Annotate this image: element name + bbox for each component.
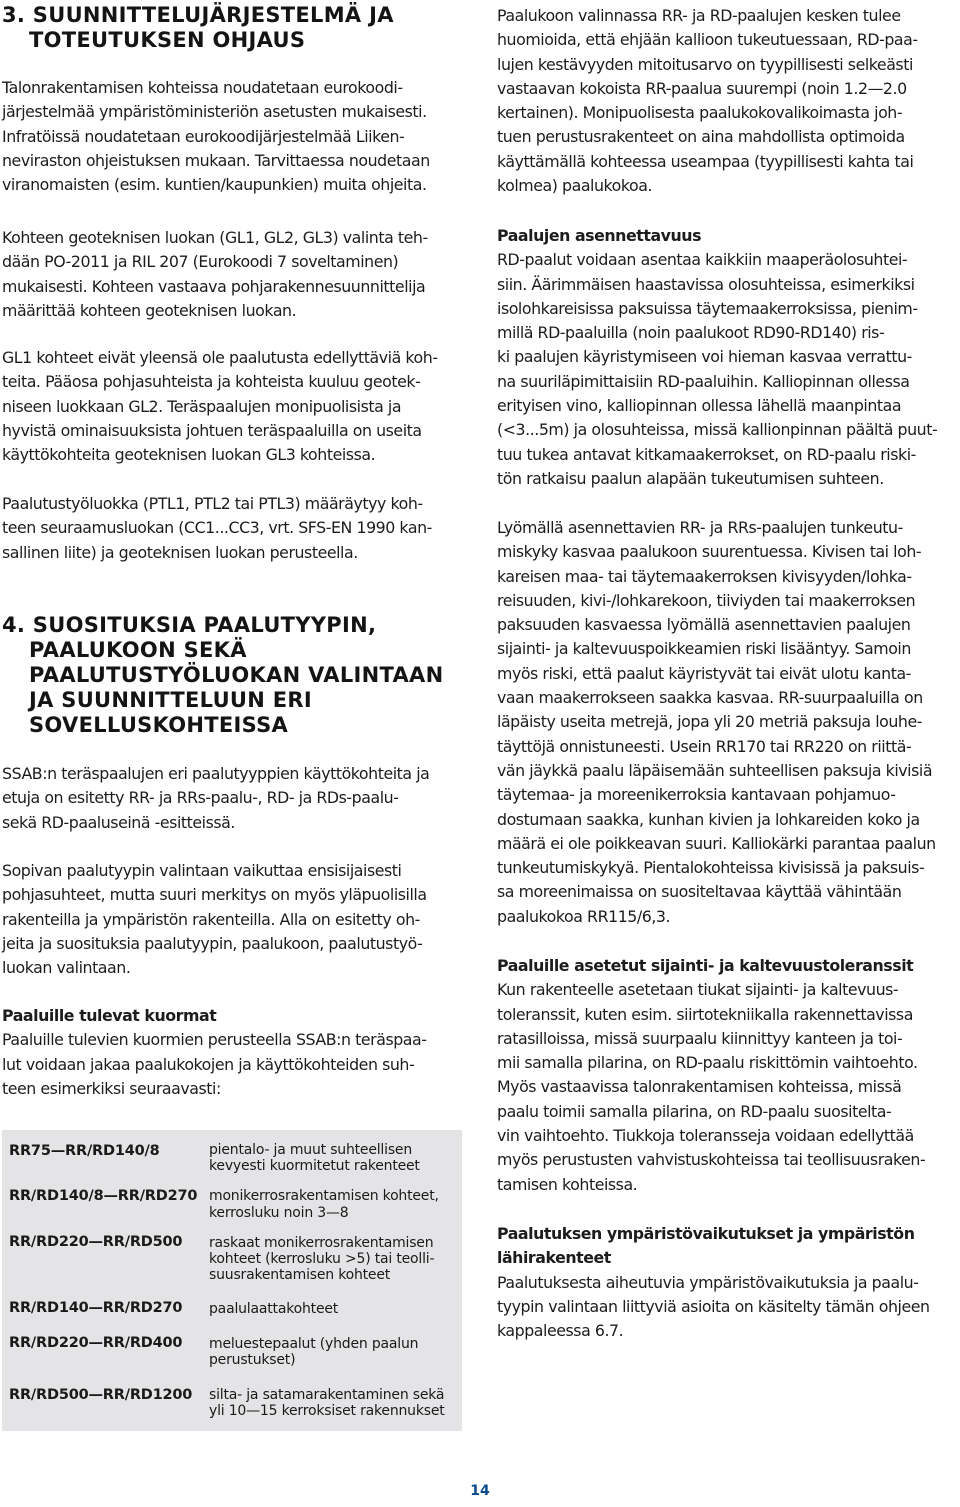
- table-row: [2, 1318, 462, 1368]
- paragraph: Lyömällä asennettavien RR- ja RRs-paalujen tunkeutu- miskyky kasvaa paalukoon suurentuessa. Kivisen tai loh- kareisen maa- tai täytemaakerroksen kivisyyden/lohka- reisuuden, kivi-/lohkarekoon, tiiviyden tai maakerroksen paksuuden kasvaessa lyömällä asennettavien paalujen sijainti- ja kaltevuuspoikkeamien riski lisääntyy. Samoin myös riski, että paalut käyristyvät tai eivät ulotu kanta- vaan maakerrokseen saakka kasvaa. RR-suurpaaluilla on läpäisty useita metrejä, jopa yli 20 metriä paksuja louhe- täyttöjä onnistuneesti. Usein RR170 tai RR220 on riittä- vän jäykkä paalu läpäisemään suhteellisen paksuja kivisiä täytemaa- ja moreenikerroksia kantavaan pohjamuo- dostumaan saakka, kunhan kivien ja lohkareiden koko ja määrä ei ole poikkeavan suuri. Kalliokärki parantaa paalun tunkeutumiskykyä. Pientalokohteissa kivisissä ja paksuis- sa moreenimaissa on suositeltavaa käyttää vähintään paalukokoa RR115/6,3.: [497, 518, 936, 926]
- application: raskaat monikerrosrakentamisen kohteet (kerrosluku >5) tai teolli- suusrakentamisen kohteet: [209, 1234, 435, 1284]
- table-row: [2, 1368, 462, 1431]
- application: silta- ja satamarakentaminen sekä yli 10—15 kerroksiset rakennukset: [209, 1387, 445, 1420]
- paragraph: GL1 kohteet eivät yleensä ole paalutusta edellyttäviä koh- teita. Pääosa pohjasuhteista ja kohteista kuuluu geotek- niseen luokkaan GL2. Teräspaalujen monipuolisista ja hyvistä ominaisuuksista johtuen teräspaaluilla on useita käyttökohteita geoteknisen luokan GL3 kohteissa.: [2, 348, 438, 465]
- application: paalulaattakohteet: [209, 1301, 339, 1318]
- paragraph: Talonrakentamisen kohteissa noudatetaan eurokoodi- järjestelmää ympäristöministeriön asetusten mukaisesti. Infratöissä noudatetaan eurokoodijärjestelmää Liiken- neviraston ohjeistuksen mukaan. Tarvittaessa noudetaan viranomaisten (esim. kuntien/kaupunkien) muita ohjeita.: [2, 78, 430, 195]
- paragraph: Paaluille asetetut sijainti- ja kaltevuustoleranssit Kun rakenteelle asetetaan tiukat sijainti- ja kaltevuus- toleranssit, kuten esim. siirtotekniikalla rakennettavissa ratasilloissa, missä suurpaalu kiinnittyy kanteen ja toi- mii samalla pilarina, on RD-paalu riskittömin vaihtoehto. Myös vastaavissa talonrakentamisen kohteissa, missä paalu toimii samalla pilarina, on RD-paalu suositelta- vin vaihtoehto. Tiukkoja toleransseja voidaan edellyttää myös perustusten vahvistuskohteissa tai teollisuusraken- tamisen kohteissa.: [497, 956, 926, 1194]
- pile-range: RR/RD500—RR/RD1200: [9, 1387, 193, 1404]
- paragraph: Paalujen asennettavuus RD-paalut voidaan asentaa kaikkiin maaperäolosuhtei- siin. Äärimmäisen haastavissa olosuhteissa, esimerkiksi isolohkareisissa paksuissa täytemaakerroksissa, pienim- millä RD-paaluilla (noin paalukoot RD90-RD140) ris- ki paalujen käyristymiseen voi hieman kasvaa verrattu- na suuriläpimittaisiin RD-paaluihin. Kalliopinnan ollessa erityisen vino, kalliopinnan ollessa lähellä maanpintaa (<3...5m) ja olosuhteissa, missä kallionpinnan päältä puut- tuu tukea antavat kitkamaakerrokset, on RD-paalu riski- tön ratkaisu paalun alapään tukeutumisen suhteen.: [497, 226, 938, 488]
- pile-range: RR/RD140/8—RR/RD270: [9, 1188, 198, 1205]
- subheading: Paaluille asetetut sijainti- ja kaltevuustoleranssit: [497, 956, 914, 975]
- subheading: Paaluille tulevat kuormat: [2, 1006, 217, 1025]
- table-row: [2, 1283, 462, 1317]
- subheading: Paalujen asennettavuus: [497, 226, 702, 245]
- paragraph: Paaluille tulevat kuormat Paaluille tulevien kuormien perusteella SSAB:n teräspaa- lut voidaan jakaa paalukokojen ja käyttökohteiden suh- teen esimerkiksi seuraavasti:: [2, 1006, 427, 1098]
- paragraph: Sopivan paalutyypin valintaan vaikuttaa ensisijaisesti pohjasuhteet, mutta suuri merkitys on myös yläpuolisilla rakenteilla ja ympäristön rakenteilla. Alla on esitetty oh- jeita ja suosituksia paalutyypin, paalukoon, paalutustyö- luokan valintaan.: [2, 861, 427, 978]
- section-3-heading: 3. SUUNNITTELUJÄRJESTELMÄ JA TOTEUTUKSEN OHJAUS: [2, 3, 394, 52]
- application: meluestepaalut (yhden paalun perustukset): [209, 1335, 419, 1368]
- paragraph: Paalutustyöluokka (PTL1, PTL2 tai PTL3) määräytyy koh- teen seuraamusluokan (CC1...CC3, vrt. SFS-EN 1990 kan- sallinen liite) ja geoteknisen luokan perusteella.: [2, 494, 432, 562]
- subheading: lähirakenteet: [497, 1248, 611, 1268]
- section-4-heading: 4. SUOSITUKSIA PAALUTYYPIN, PAALUKOON SEKÄ PAALUTUSTYÖLUOKAN VALINTAAN JA SUUNNITTELUUN ERI SOVELLUSKOHTEISSA: [2, 613, 444, 737]
- table-row: [2, 1174, 462, 1220]
- paragraph: Paalutuksen ympäristövaikutukset ja ympäristön lähirakenteet Paalutuksesta aiheutuvia ympäristövaikutuksia ja paalu- tyypin valintaan liittyviä asioita on käsitelty tämän ohjeen kappaleessa 6.7.: [497, 1224, 930, 1341]
- application: pientalo- ja muut suhteellisen kevyesti kuormitetut rakenteet: [209, 1142, 420, 1175]
- paragraph: Paalukoon valinnassa RR- ja RD-paalujen kesken tulee huomioida, että ehjään kallioon tukeutuessaan, RD-paa- lujen kestävyyden mitoitusarvo on tyypillisesti selkeästi vastaavan kokoista RR-paalua suurempi (noin 1.2—2.0 kertainen). Monipuolisesta paalukokovalikoimasta joh- tuen perustusrakenteet on aina mahdollista optimoida käyttämällä kohteessa useampaa (tyypillisesti kahta tai kolmea) paalukokoa.: [497, 6, 918, 196]
- pile-range: RR/RD220—RR/RD500: [9, 1233, 183, 1250]
- subheading: Paalutuksen ympäristövaikutukset ja ympäristön: [497, 1224, 915, 1243]
- paragraph: SSAB:n teräspaalujen eri paalutyyppien käyttökohteita ja etuja on esitetty RR- ja RRs-paalu-, RD- ja RDs-paalu- sekä RD-paaluseinä -esitteissä.: [2, 764, 430, 832]
- pile-range: RR/RD220—RR/RD400: [9, 1334, 183, 1351]
- pile-range: RR75—RR/RD140/8: [9, 1143, 160, 1159]
- pile-size-table: [2, 1130, 462, 1431]
- table-row: [2, 1130, 462, 1174]
- page-number: 14: [470, 1483, 490, 1499]
- application: monikerrosrakentamisen kohteet, kerrosluku noin 3—8: [209, 1188, 439, 1221]
- table-row: [2, 1221, 462, 1284]
- paragraph: Kohteen geoteknisen luokan (GL1, GL2, GL3) valinta teh- dään PO-2011 ja RIL 207 (Eurokoodi 7 soveltaminen) mukaisesti. Kohteen vastaava pohjarakennesuunnittelija määrittää kohteen geoteknisen luokan.: [2, 228, 428, 320]
- pile-range: RR/RD140—RR/RD270: [9, 1300, 183, 1317]
